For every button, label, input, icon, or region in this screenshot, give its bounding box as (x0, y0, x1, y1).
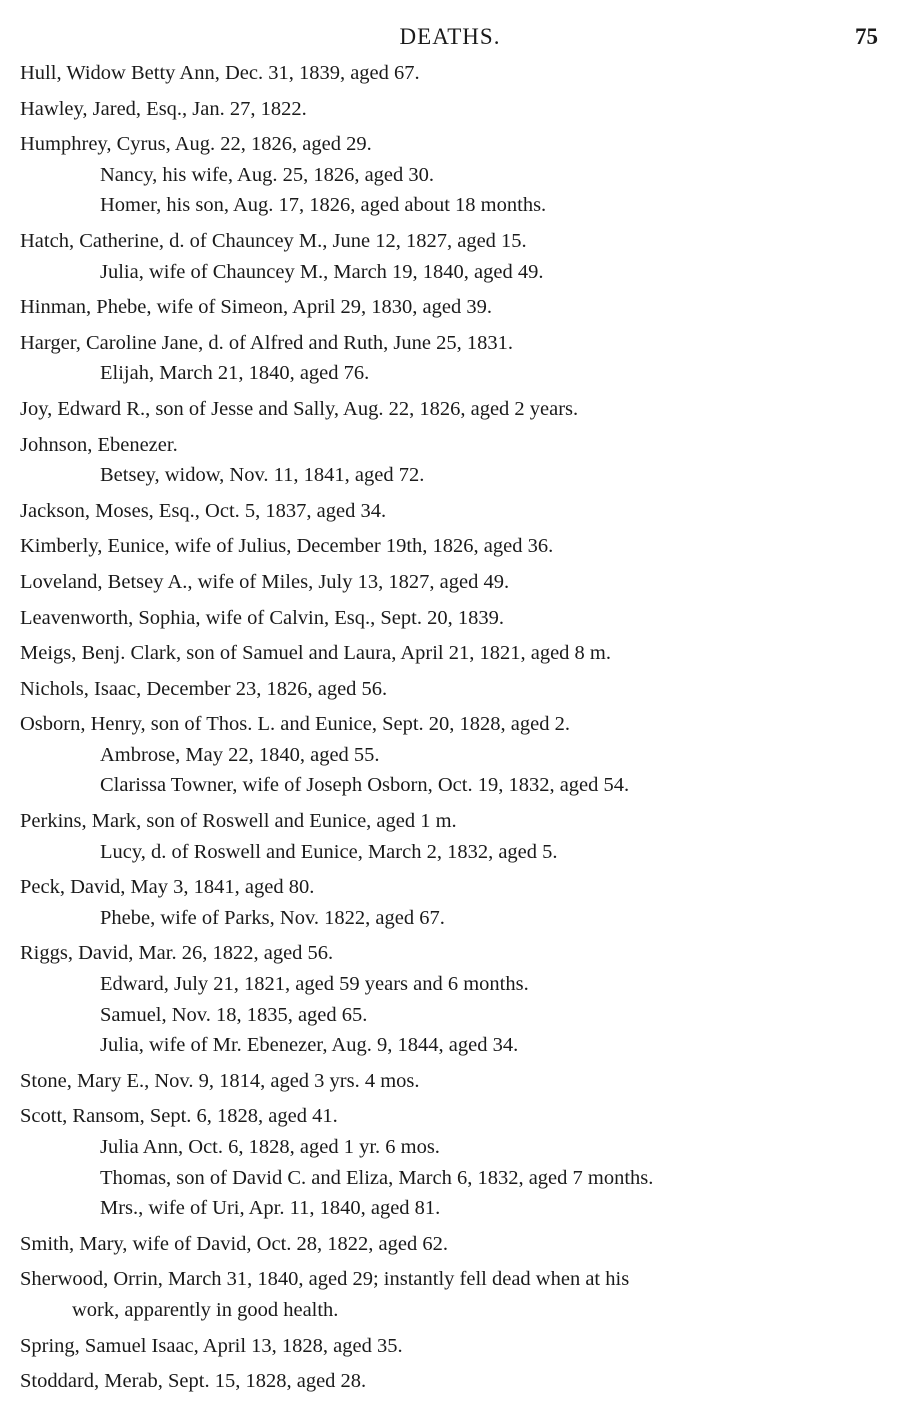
death-record-line: Johnson, Ebenezer. (20, 433, 178, 456)
death-record-family-line: Nancy, his wife, Aug. 25, 1826, aged 30. (100, 163, 435, 186)
death-record-line: Scott, Ransom, Sept. 6, 1828, aged 41. (20, 1105, 338, 1128)
death-record-entry (20, 1366, 880, 1397)
death-record-continuation-line: work, apparently in good health. (72, 1298, 339, 1321)
death-record-line: Loveland, Betsey A., wife of Miles, July 13, 1827, aged 49. (20, 570, 510, 593)
death-record-entry (20, 328, 880, 389)
death-record-line: Hatch, Catherine, d. of Chauncey M., June 12, 1827, aged 15. (20, 229, 527, 252)
death-record-line: Stoddard, Merab, Sept. 15, 1828, aged 28. (20, 1370, 367, 1393)
death-record-family-line: Thomas, son of David C. and Eliza, March 6, 1832, aged 7 months. (100, 1166, 654, 1189)
death-record-entry (20, 292, 880, 323)
page-number: 75 (855, 24, 878, 49)
death-record-entry (20, 58, 880, 89)
death-record-entry (20, 638, 880, 669)
death-record-line: Smith, Mary, wife of David, Oct. 28, 1822, aged 62. (20, 1232, 448, 1255)
death-record-line: Hawley, Jared, Esq., Jan. 27, 1822. (20, 97, 307, 120)
death-record-family-line: Julia Ann, Oct. 6, 1828, aged 1 yr. 6 mos. (100, 1136, 440, 1158)
death-record-line: Humphrey, Cyrus, Aug. 22, 1826, aged 29. (20, 133, 372, 156)
death-record-line: Kimberly, Eunice, wife of Julius, December 19th, 1826, aged 36. (20, 535, 554, 558)
page-title: DEATHS. (399, 24, 501, 49)
death-record-entry (20, 1229, 880, 1260)
death-record-family-line: Lucy, d. of Roswell and Eunice, March 2, 1832, aged 5. (100, 840, 558, 863)
death-record-family-line: Edward, July 21, 1821, aged 59 years and 6 months. (100, 973, 529, 996)
death-record-line: Peck, David, May 3, 1841, aged 80. (20, 876, 315, 899)
death-record-entry (20, 394, 880, 425)
death-record-family-line: Clarissa Towner, wife of Joseph Osborn, Oct. 19, 1832, aged 54. (100, 774, 630, 797)
death-record-entry (20, 129, 880, 221)
death-record-line: Jackson, Moses, Esq., Oct. 5, 1837, aged 34. (20, 499, 387, 522)
death-record-family-line: Phebe, wife of Parks, Nov. 1822, aged 67. (100, 906, 445, 929)
death-record-entry (20, 1066, 880, 1097)
death-record-line: Riggs, David, Mar. 26, 1822, aged 56. (20, 942, 334, 965)
death-record-line: Spring, Samuel Isaac, April 13, 1828, aged 35. (20, 1334, 403, 1357)
death-record-family-line: Mrs., wife of Uri, Apr. 11, 1840, aged 81. (100, 1197, 441, 1220)
death-record-family-line: Samuel, Nov. 18, 1835, aged 65. (100, 1003, 368, 1026)
death-record-entry (20, 709, 880, 801)
death-record-line: Nichols, Isaac, December 23, 1826, aged 56. (20, 677, 388, 700)
death-record-line: Hinman, Phebe, wife of Simeon, April 29, 1830, aged 39. (20, 296, 493, 319)
death-record-entry (20, 496, 880, 527)
death-record-entry (20, 1331, 880, 1362)
death-record-line: Harger, Caroline Jane, d. of Alfred and Ruth, June 25, 1831. (20, 331, 513, 354)
death-record-family-line: Homer, his son, Aug. 17, 1826, aged about 18 months. (100, 194, 547, 217)
death-record-family-line: Betsey, widow, Nov. 11, 1841, aged 72. (100, 464, 425, 487)
death-record-line: Leavenworth, Sophia, wife of Calvin, Esq., Sept. 20, 1839. (20, 606, 504, 629)
death-record-family-line: Julia, wife of Chauncey M., March 19, 1840, aged 49. (100, 260, 544, 283)
death-record-entry (20, 674, 880, 705)
page-header (0, 22, 900, 56)
death-record-line: Perkins, Mark, son of Roswell and Eunice, aged 1 m. (20, 810, 457, 833)
death-record-entry (20, 567, 880, 598)
death-record-entry (20, 531, 880, 562)
death-record-entry (20, 1264, 880, 1325)
death-record-line: Stone, Mary E., Nov. 9, 1814, aged 3 yrs. 4 mos. (20, 1069, 420, 1092)
death-record-line: Osborn, Henry, son of Thos. L. and Eunice, Sept. 20, 1828, aged 2. (20, 713, 570, 736)
death-record-family-line: Ambrose, May 22, 1840, aged 55. (100, 743, 380, 766)
death-record-entry (20, 938, 880, 1060)
death-record-line: Sherwood, Orrin, March 31, 1840, aged 29; instantly fell dead when at his (20, 1268, 630, 1291)
death-record-entry (20, 1101, 880, 1223)
death-record-family-line: Julia, wife of Mr. Ebenezer, Aug. 9, 1844, aged 34. (100, 1034, 519, 1057)
death-record-entry (20, 94, 880, 125)
death-record-line: Meigs, Benj. Clark, son of Samuel and Laura, April 21, 1821, aged 8 m. (20, 642, 611, 665)
death-record-list (20, 58, 880, 1402)
death-record-entry (20, 806, 880, 867)
death-record-entry (20, 872, 880, 933)
death-record-line: Joy, Edward R., son of Jesse and Sally, Aug. 22, 1826, aged 2 years. (20, 397, 579, 420)
death-record-entry (20, 430, 880, 491)
death-record-family-line: Elijah, March 21, 1840, aged 76. (100, 362, 370, 385)
death-record-entry (20, 226, 880, 287)
death-record-entry (20, 603, 880, 634)
death-record-line: Hull, Widow Betty Ann, Dec. 31, 1839, aged 67. (20, 62, 420, 84)
